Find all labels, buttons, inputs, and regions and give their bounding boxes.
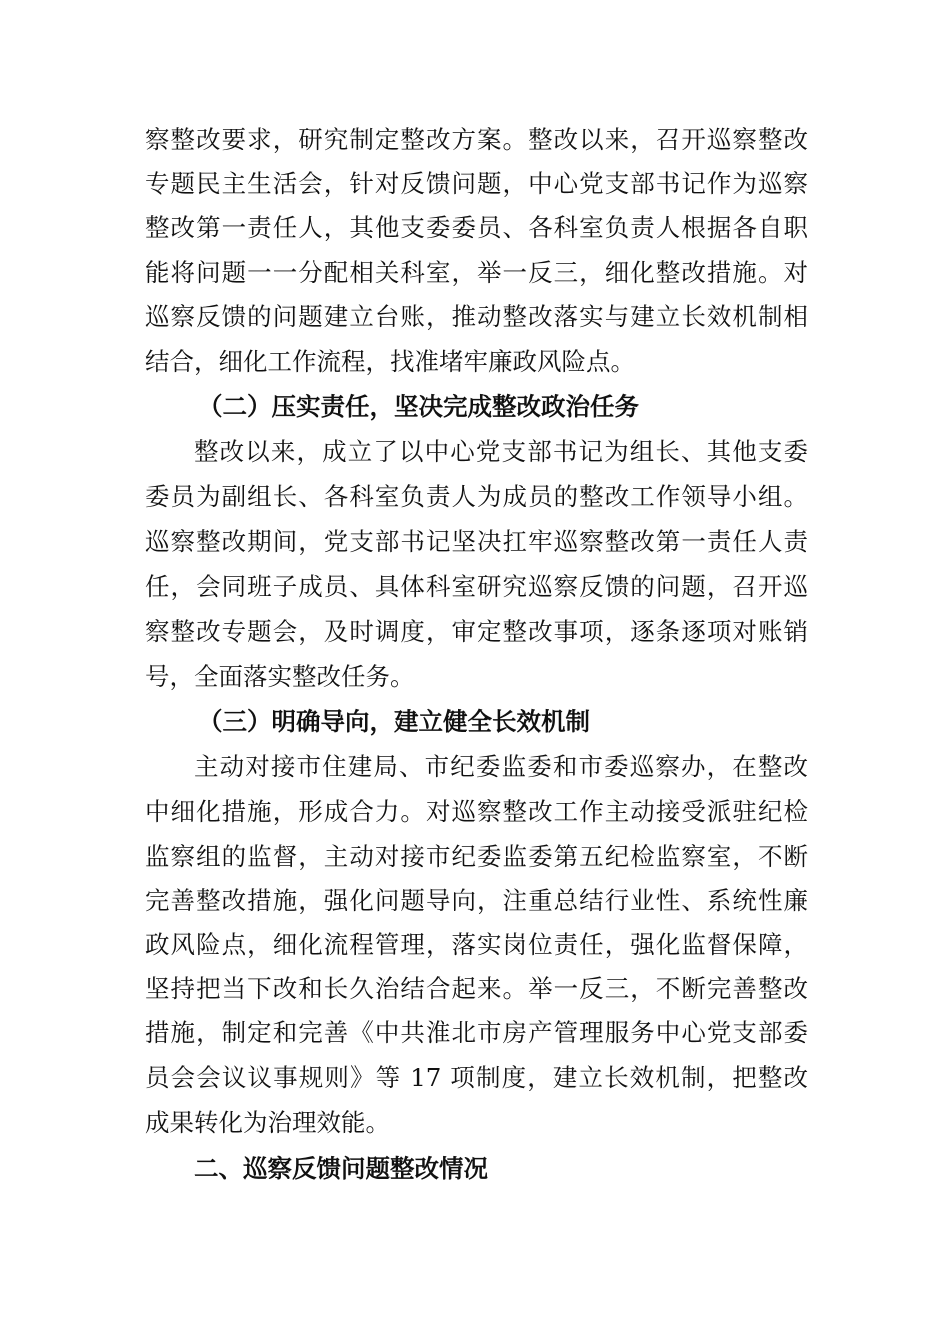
section-heading: 二、巡察反馈问题整改情况	[194, 1154, 488, 1183]
section-subheading: （二）压实责任，坚决完成整改政治任务	[198, 392, 639, 421]
body-text-line: 察整改专题会，及时调度，审定整改事项，逐条逐项对账销	[145, 617, 808, 646]
body-text-line: 专题民主生活会，针对反馈问题，中心党支部书记作为巡察	[145, 169, 808, 198]
paragraph-first-line: 主动对接市住建局、市纪委监委和市委巡察办，在整改	[194, 752, 808, 781]
body-text-line: 员会会议议事规则》等 17 项制度，建立长效机制，把整改	[145, 1063, 808, 1092]
body-text-line: 号，全面落实整改任务。	[145, 662, 415, 691]
body-text-line: 成果转化为治理效能。	[145, 1108, 390, 1137]
body-text-line: 察整改要求，研究制定整改方案。整改以来，召开巡察整改	[145, 125, 808, 154]
body-text-line: 巡察整改期间，党支部书记坚决扛牢巡察整改第一责任人责	[145, 527, 808, 556]
body-text-line: 能将问题一一分配相关科室，举一反三，细化整改措施。对	[145, 258, 808, 287]
section-subheading: （三）明确导向，建立健全长效机制	[198, 707, 590, 736]
body-text-line: 措施，制定和完善《中共淮北市房产管理服务中心党支部委	[145, 1018, 808, 1047]
body-text-line: 整改第一责任人，其他支委委员、各科室负责人根据各自职	[145, 213, 808, 242]
body-text-line: 结合，细化工作流程，找准堵牢廉政风险点。	[145, 347, 635, 376]
body-text-line: 监察组的监督，主动对接市纪委监委第五纪检监察室，不断	[145, 842, 808, 871]
body-text-line: 委员为副组长、各科室负责人为成员的整改工作领导小组。	[145, 482, 808, 511]
body-text-line: 坚持把当下改和长久治结合起来。举一反三，不断完善整改	[145, 974, 808, 1003]
body-text-line: 任，会同班子成员、具体科室研究巡察反馈的问题，召开巡	[145, 572, 808, 601]
paragraph-first-line: 整改以来，成立了以中心党支部书记为组长、其他支委	[194, 437, 808, 466]
body-text-line: 中细化措施，形成合力。对巡察整改工作主动接受派驻纪检	[145, 797, 808, 826]
body-text-line: 政风险点，细化流程管理，落实岗位责任，强化监督保障，	[145, 930, 808, 959]
body-text-line: 完善整改措施，强化问题导向，注重总结行业性、系统性廉	[145, 886, 808, 915]
body-text-line: 巡察反馈的问题建立台账，推动整改落实与建立长效机制相	[145, 302, 808, 331]
